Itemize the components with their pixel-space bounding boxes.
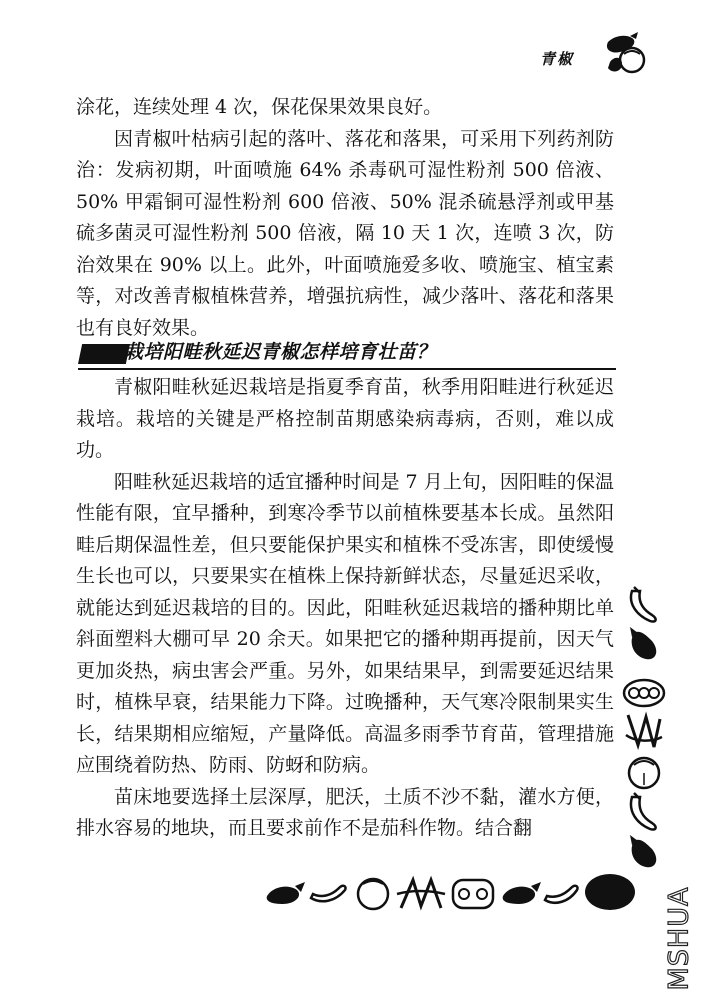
heading-bar	[78, 344, 130, 364]
chili-icon	[631, 587, 656, 622]
section-text	[76, 372, 614, 845]
paragraph-sowing-time: 阳畦秋延迟栽培的适宜播种时间是 7 月上旬，因阳畦的保温性能有限，宜早播种，到寒冷季节以前植株要基本长成。虽然阳畦后期保温性差，但只要能保护果实和植株不受冻害，即使缓慢生长也可以，只要果实在植株上保持新鲜状态，尽量延迟采收，就能达到延迟栽培的目的。因此，阳畦秋延迟栽培的播种期比单斜面塑料大棚可早 20 余天。如果把它的播种期再提前，因天气更加炎热，病虫害会严重。另外，如果结果早，到需要延迟结果时，植株早衰，结果能力下降。过晚播种，天气寒冷限制果实生长，结果期相应缩短，产量降低。高温多雨季节育苗，管理措施应围绕着防热、防雨、防蚜和防病。	[76, 470, 614, 776]
watermark-text: MSHUA	[663, 886, 695, 991]
watermark	[660, 880, 700, 990]
chili-icon	[311, 886, 346, 901]
radish-icon	[397, 880, 445, 908]
paragraph-overview: 青椒阳畦秋延迟栽培是指夏季育苗，秋季用阳畦进行秋延迟栽培。栽培的关键是严格控制苗期感染病毒病，否则，难以成功。	[76, 376, 614, 461]
paragraph-seedbed: 苗床地要选择土层深厚，肥沃，土质不沙不黏，灌水方便，排水容易的地块，而且要求前作不是茄科作物。结合翻	[76, 785, 614, 839]
eggplant-icon	[585, 874, 635, 910]
heading-underline	[78, 368, 616, 370]
footer-vegetable-border	[265, 868, 635, 918]
tomato-icon	[358, 879, 388, 909]
header-vegetable-icons	[602, 32, 652, 76]
eggplant-icon	[607, 32, 638, 53]
section-heading	[78, 334, 618, 368]
eggplant-icon	[630, 627, 656, 659]
tomato-icon	[629, 758, 659, 788]
side-vegetable-border	[620, 585, 670, 875]
intro-text	[76, 92, 614, 344]
chili-icon	[631, 793, 656, 830]
section-heading-text: 栽培阳畦秋延迟青椒怎样培育壮苗？	[124, 341, 437, 363]
running-header: 青椒	[540, 50, 575, 68]
eggplant-icon	[267, 882, 305, 904]
squash-icon	[453, 880, 493, 908]
eggplant-icon	[503, 882, 541, 904]
chili-icon	[545, 886, 578, 903]
eggplant-icon	[630, 835, 656, 867]
radish-icon	[626, 715, 662, 747]
paragraph-continued: 涂花，连续处理 4 次，保花保果效果良好。	[76, 96, 443, 118]
squash-icon	[624, 680, 664, 706]
paragraph-disease-control: 因青椒叶枯病引起的落叶、落花和落果，可采用下列药剂防治：发病初期，叶面喷施 64% 杀毒矾可湿性粉剂 500 倍液、50% 甲霜铜可湿性粉剂 600 倍液、50% 混杀硫悬浮剂或甲基硫多菌灵可湿性粉剂 500 倍液，隔 10 天 1 次，连喷 3 次，防治效果在 90% 以上。此外，叶面喷施爱多收、喷施宝、植宝素等，对改善青椒植株营养，增强抗病性，减少落叶、落花和落果也有良好效果。	[76, 127, 614, 339]
